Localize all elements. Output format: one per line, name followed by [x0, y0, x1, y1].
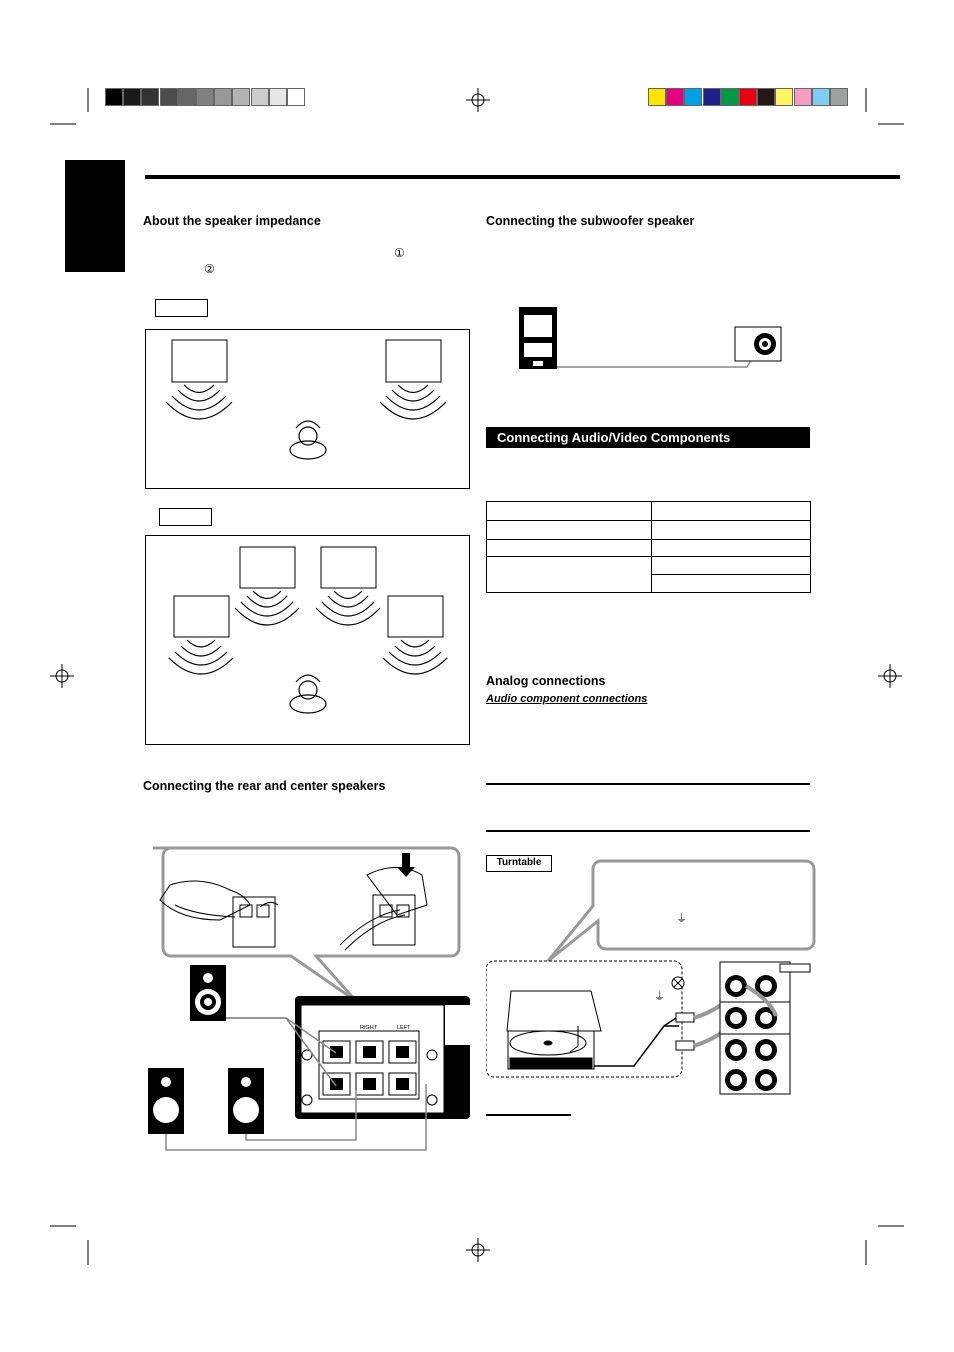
center-speaker-icon: [190, 965, 226, 1021]
note-underline: [486, 1114, 571, 1116]
four-speaker-diagram: [145, 535, 470, 745]
registration-mark-left: [50, 664, 74, 688]
registration-mark-top: [466, 88, 490, 112]
audio-component-subheading: Audio component connections: [486, 693, 648, 705]
two-speaker-diagram: [145, 329, 470, 489]
subwoofer-diagram: [515, 305, 790, 375]
turntable-wiring-diagram: [486, 858, 816, 1118]
sound-waves-left: [166, 385, 232, 419]
sound-waves-outer: [169, 640, 447, 674]
table-cell: [652, 521, 811, 540]
section-rule-1: [486, 783, 810, 785]
diagram-label-tag-1: [155, 299, 208, 317]
subwoofer-jack: [735, 327, 781, 361]
rear-center-heading: Connecting the rear and center speakers: [143, 779, 386, 793]
circled-number-1: ①: [394, 246, 405, 260]
speaker-box-left: [172, 340, 227, 382]
table-cell: [652, 502, 811, 521]
subwoofer-icon: [519, 307, 557, 369]
analog-heading: Analog connections: [486, 674, 606, 688]
section-rule-2: [486, 830, 810, 832]
listener-icon-2: [290, 675, 326, 713]
speaker-box-center-left: [240, 547, 295, 588]
registration-mark-bottom: [466, 1238, 490, 1262]
connection-table: [486, 501, 811, 593]
rear-speaker-right-icon: [228, 1068, 264, 1134]
turntable-tag: Turntable: [486, 855, 552, 872]
ground-terminal: [654, 977, 684, 1003]
receiver-input-jack-panel: [720, 962, 810, 1094]
ground-symbol-terminal: ⏚: [654, 991, 665, 1003]
sound-waves-right: [380, 385, 446, 419]
table-cell: [487, 502, 652, 521]
speaker-box-center-right: [321, 547, 376, 588]
table-cell: [487, 557, 652, 593]
top-rule: [145, 175, 900, 179]
av-banner: Connecting Audio/Video Components: [486, 427, 810, 448]
table-cell: [487, 540, 652, 557]
subwoofer-heading: Connecting the subwoofer speaker: [486, 214, 695, 228]
ground-symbol-callout: ⏚: [676, 913, 687, 925]
side-tab: [65, 160, 125, 272]
rear-center-wiring-diagram: [135, 845, 470, 1165]
listener-icon: [290, 421, 326, 459]
circled-number-2: ②: [204, 262, 215, 276]
rca-plug-red: [676, 1041, 694, 1050]
impedance-heading: About the speaker impedance: [143, 214, 321, 228]
rca-plug-white: [676, 1013, 694, 1022]
table-cell: [487, 521, 652, 540]
sound-waves-center: [235, 591, 380, 625]
speaker-box-outer-right: [388, 596, 443, 637]
turntable-icon: [507, 991, 601, 1069]
table-cell: [652, 557, 811, 575]
table-cell: [652, 540, 811, 557]
rear-speaker-left-icon: [148, 1068, 184, 1134]
receiver-speaker-terminal-panel: [295, 996, 470, 1119]
speaker-box-right: [386, 340, 441, 382]
terminal-label-right: RIGHT: [360, 1025, 378, 1031]
speaker-box-outer-left: [174, 596, 229, 637]
terminal-label-left: LEFT: [397, 1025, 411, 1031]
registration-mark-right: [878, 664, 902, 688]
diagram-label-tag-2: [159, 508, 212, 526]
table-cell: [652, 575, 811, 593]
